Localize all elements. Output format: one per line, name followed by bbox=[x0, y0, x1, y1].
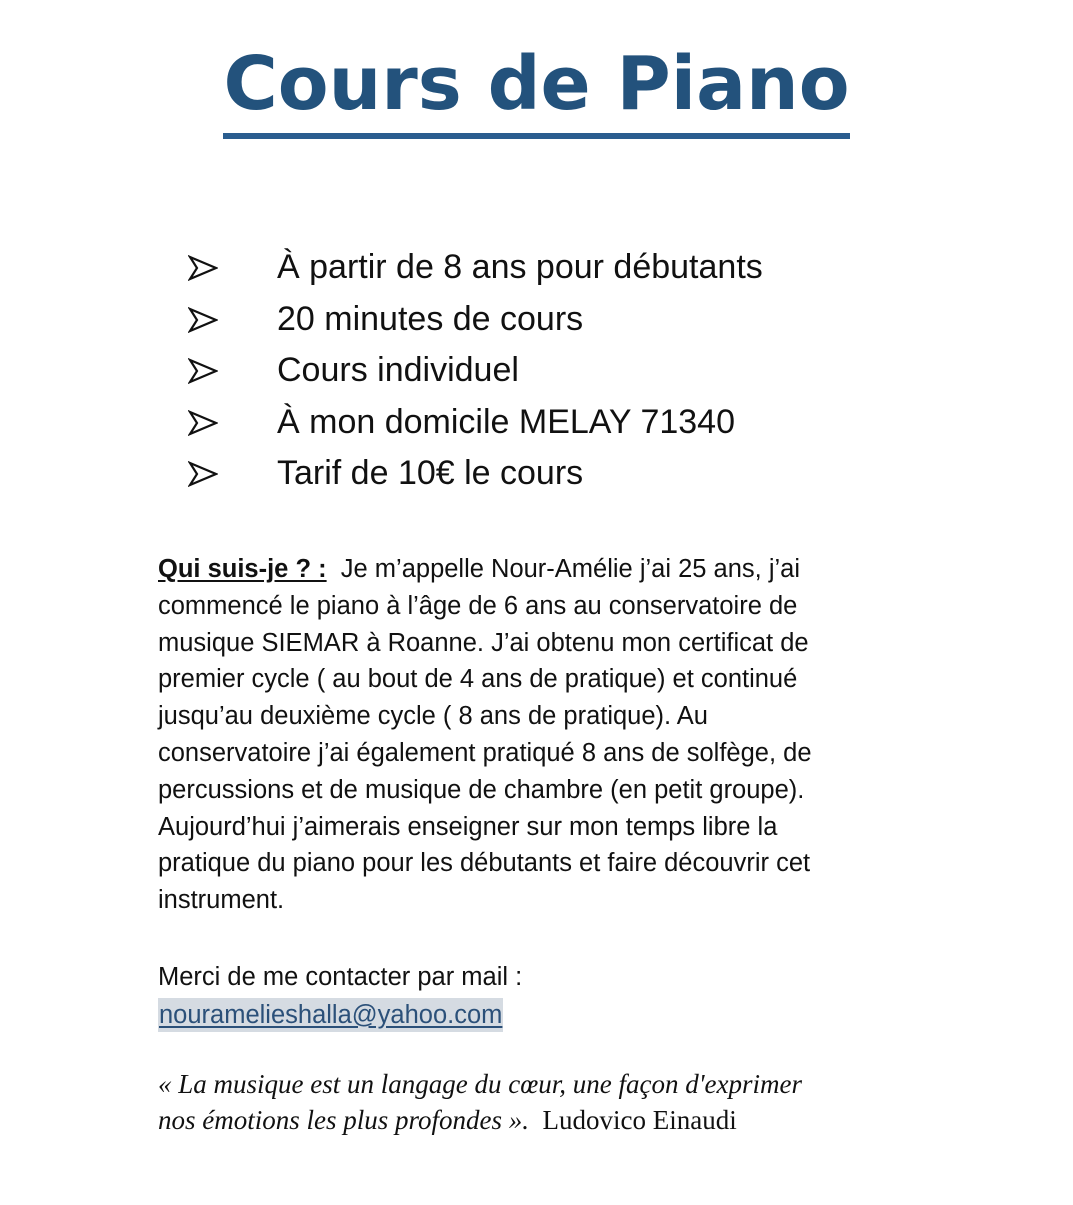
feature-text: À partir de 8 ans pour débutants bbox=[277, 248, 763, 286]
about-line: instrument. bbox=[158, 886, 285, 915]
arrow-bullet-icon bbox=[188, 255, 218, 281]
page-title bbox=[0, 40, 1073, 139]
page-title-text: Cours de Piano bbox=[223, 40, 849, 139]
about-line: musique SIEMAR à Roanne. J’ai obtenu mon certificat de bbox=[158, 628, 809, 657]
quote-author: Ludovico Einaudi bbox=[542, 1105, 737, 1135]
feature-text: À mon domicile MELAY 71340 bbox=[277, 402, 735, 441]
features-list bbox=[188, 242, 763, 500]
quote-line: nos émotions les plus profondes ». bbox=[158, 1105, 529, 1135]
feature-item bbox=[188, 294, 763, 346]
feature-item bbox=[188, 448, 763, 500]
about-line: pratique du piano pour les débutants et faire découvrir cet bbox=[158, 849, 811, 878]
about-line: Je m’appelle Nour-Amélie j’ai 25 ans, j’ai bbox=[340, 555, 800, 583]
arrow-bullet-icon bbox=[188, 461, 218, 487]
about-line: jusqu’au deuxième cycle ( 8 ans de pratique). Au bbox=[158, 702, 708, 731]
arrow-bullet-icon bbox=[188, 358, 218, 384]
about-label: Qui suis-je ? : bbox=[158, 555, 327, 583]
feature-item bbox=[188, 397, 763, 449]
email-link[interactable]: nouramelieshalla@yahoo.com bbox=[158, 998, 503, 1032]
feature-item bbox=[188, 242, 763, 294]
about-paragraph bbox=[158, 551, 918, 919]
arrow-bullet-icon bbox=[188, 410, 218, 436]
arrow-bullet-icon bbox=[188, 307, 218, 333]
feature-item bbox=[188, 345, 763, 397]
feature-text: 20 minutes de cours bbox=[277, 299, 584, 338]
feature-text: Cours individuel bbox=[277, 351, 519, 389]
about-line: premier cycle ( au bout de 4 ans de pratique) et continué bbox=[158, 665, 798, 694]
contact-text: Merci de me contacter par mail : bbox=[158, 963, 523, 991]
about-line: commencé le piano à l’âge de 6 ans au conservatoire de bbox=[158, 591, 798, 620]
about-line: percussions et de musique de chambre (en petit groupe). bbox=[158, 775, 805, 804]
about-line: conservatoire j’ai également pratiqué 8 ans de solfège, de bbox=[158, 738, 812, 767]
quote-line: « La musique est un langage du cœur, une façon d'exprimer bbox=[158, 1069, 802, 1099]
contact-block bbox=[158, 958, 522, 1034]
feature-text: Tarif de 10€ le cours bbox=[277, 454, 584, 492]
about-line: Aujourd’hui j’aimerais enseigner sur mon temps libre la bbox=[158, 812, 778, 841]
quote-block bbox=[158, 1066, 802, 1138]
